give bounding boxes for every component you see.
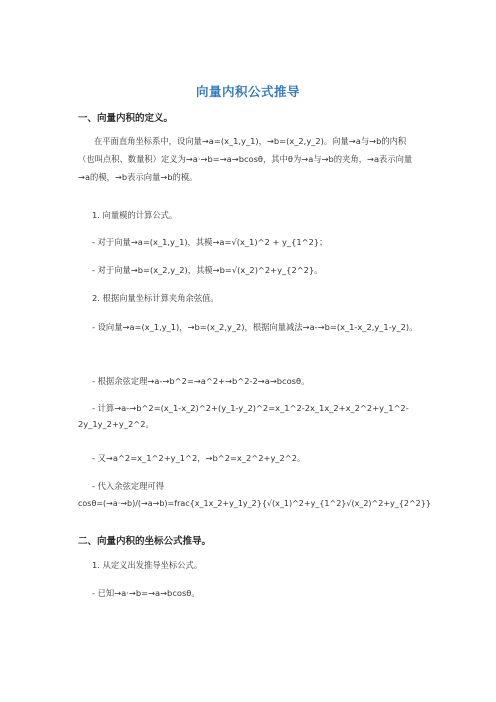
item-2-line-5: - 代入余弦定理可得	[92, 481, 165, 491]
section-1-item-1: 1. 向量模的计算公式。	[92, 210, 178, 220]
page-title: 向量内积公式推导	[195, 84, 300, 99]
item-2-line-4: - 又→a^2=x_1^2+y_1^2，→b^2=x_2^2+y_2^2。	[92, 453, 306, 463]
item-2-line-1: - 设向量→a=(x_1,y_1)，→b=(x_2,y_2)，根据向量减法→a-→b=(x_1-x_2,y_1-y_2)。	[92, 322, 418, 332]
section-1-heading: 一、向量内积的定义。	[78, 113, 174, 124]
cosine-formula: cosθ=(→a·→b)/(→a→b)=frac{x_1x_2+y_1y_2}{√(x_1)^2+y_{1^2}√(x_2)^2+y_{2^2}}	[78, 499, 431, 508]
item-2-line-2: - 根据余弦定理→a-→b^2=→a^2+→b^2-2→a→bcosθ。	[92, 376, 310, 386]
section-2-heading: 二、向量内积的坐标公式推导。	[78, 536, 212, 547]
item-2-line-3: - 计算→a-→b^2=(x_1-x_2)^2+(y_1-y_2)^2=x_1^2-2x_1x_2+x_2^2+y_1^2-2y_1y_2+y_2^2。	[78, 403, 409, 429]
item-1-line-1: - 对于向量→a=(x_1,y_1)，其模→a=√(x_1)^2 + y_{1^2}；	[92, 237, 328, 247]
section-2-item-1-line-1: - 已知→a·→b=→a→bcosθ。	[92, 588, 200, 598]
section-1-intro: 在平面直角坐标系中，设向量→a=(x_1,y_1)，→b=(x_2,y_2)。向量→a与→b的内积（也叫点积、数量积）定义为→a·→b=→a→bcosθ，其中θ为→a与→b的夹角，→a表示向量→a的模，→b表示向量→b的模。	[78, 136, 413, 182]
item-1-line-2: - 对于向量→b=(x_2,y_2)，其模→b=√(x_2)^2+y_{2^2}。	[92, 265, 323, 275]
section-2-item-1: 1. 从定义出发推导坐标公式。	[92, 560, 203, 570]
section-1-item-2: 2. 根据向量坐标计算夹角余弦值。	[92, 293, 219, 303]
